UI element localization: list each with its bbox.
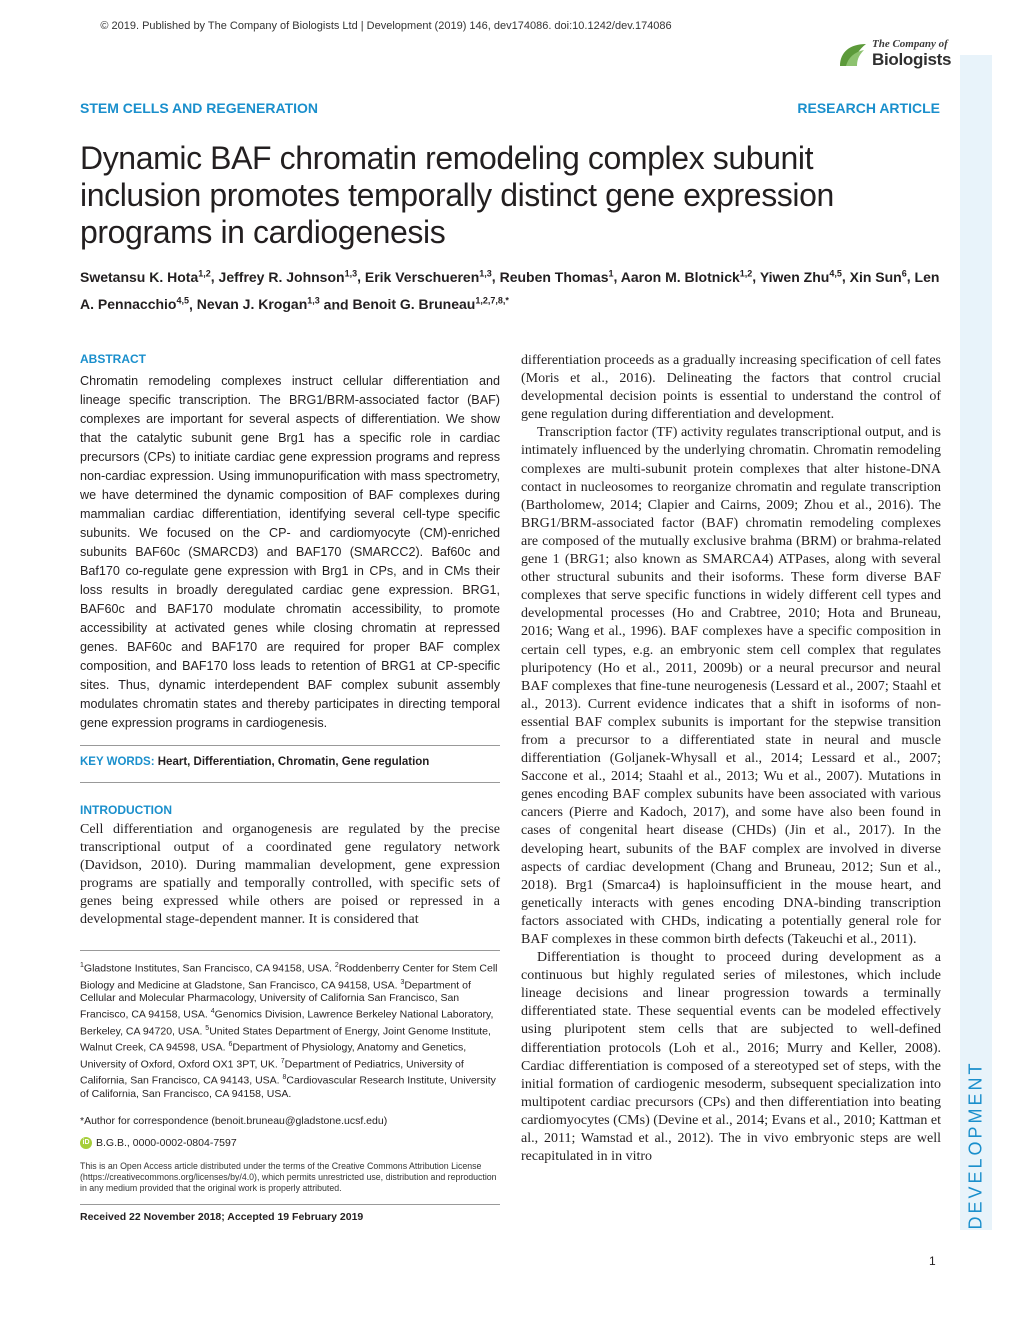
author-name: Reuben Thomas: [499, 268, 609, 285]
author-name: Nevan J. Krogan: [196, 296, 308, 313]
author-name: Erik Verschueren: [364, 268, 480, 285]
received-dates: Received 22 November 2018; Accepted 19 February 2019: [80, 1210, 364, 1223]
affiliation-marker: 6: [228, 1041, 233, 1048]
keywords-rule-top: [80, 745, 500, 746]
journal-citation: © 2019. Published by The Company of Biologists Ltd | Development (2019) 146, dev174086. doi:10.1242/dev.174086: [100, 20, 672, 32]
abstract-heading: ABSTRACT: [80, 352, 146, 366]
publisher-logo-top: The Company of: [872, 38, 948, 50]
affiliation-text: Department of Cellular and Molecular Pharmacology, University of California San Francisco, San Francisco, CA 94158, USA.: [80, 979, 471, 1021]
affiliation-marker: 2: [334, 962, 339, 969]
author-affiliation-marker: 4,5: [829, 268, 842, 278]
page-number: 1: [929, 1254, 936, 1268]
side-band: [960, 55, 992, 1230]
author: [621, 269, 753, 285]
affiliation-text: Department of Physiology, Anatomy and Genetics, University of Oxford, Oxford OX1 3PT, UK.: [80, 1041, 467, 1070]
affiliations: [80, 959, 500, 1101]
author-name: Jeffrey R. Johnson: [218, 268, 345, 285]
author: [760, 269, 842, 285]
publisher-logo-icon: [836, 40, 870, 70]
keywords-list: Heart, Differentiation, Chromatin, Gene regulation: [157, 756, 430, 768]
journal-side-label: [960, 1060, 992, 1230]
keywords-rule-bottom: [80, 782, 500, 783]
author-name: Benoit G. Bruneau: [352, 296, 476, 313]
author-affiliation-marker: 1,3: [479, 268, 492, 278]
article-title: Dynamic BAF chromatin remodeling complex subunit inclusion promotes temporally distinct gene expression programs in cardiogenesis: [80, 140, 834, 250]
article-type: RESEARCH ARTICLE: [797, 100, 940, 116]
author-affiliation-marker: 6: [901, 268, 907, 278]
orcid: [80, 1137, 500, 1149]
introduction-heading: INTRODUCTION: [80, 803, 172, 817]
author: [219, 269, 358, 285]
affiliation-text: Department of Pediatrics, University of California, San Francisco, CA 94143, USA.: [80, 1058, 464, 1087]
keywords-label: KEY WORDS:: [80, 756, 155, 768]
author: [80, 269, 211, 285]
publisher-logo: [836, 36, 952, 76]
publisher-logo-name: Biologists: [872, 50, 952, 69]
author-name: Yiwen Zhu: [759, 268, 830, 285]
keywords: [80, 754, 500, 770]
affiliation-text: Cardiovascular Research Institute, University of California, San Francisco, CA 94158, USA.: [80, 1074, 496, 1100]
author-name: Xin Sun: [849, 268, 902, 285]
journal-side-label-text: DEVELOPMENT: [965, 1060, 986, 1230]
author-affiliation-marker: 1,2,7,8,*: [475, 295, 509, 306]
author-affiliation-marker: 1,2: [198, 268, 211, 278]
introduction-paragraph-left: Cell differentiation and organogenesis are regulated by the precise transcriptional output of a coordinated gene regulatory network (Davidson, 2010). During mammalian development, gene expression programs are spatially and temporally controlled, with specific sets of genes being expressed while others are poised or repressed in a developmental stage-dependent manner. It is considered that: [80, 822, 500, 928]
author-affiliation-marker: 4,5: [176, 295, 189, 306]
correspondence: *Author for correspondence (benoit.bruneau@gladstone.ucsf.edu): [80, 1114, 388, 1127]
author-list: Swetansu K. Hota$^{1,2}$, Jeffrey R. Johnson$^{1,3}$, Erik Verschueren$^{1,3}$, Reuben Thomas$^1$, Aaron M. Blotnick$^{1,2}$, Yiwen Zhu$^{4,5}$, Xin Sun$^6$, Len A. Pennacchio$^{4,5}$, Nevan J. Krogan$^{1,3}$ and Benoit G. Bruneau$^{1,2,7,8,*}$: [80, 268, 940, 313]
front-matter-notes: [80, 950, 500, 1223]
affiliation-marker: 8: [282, 1074, 287, 1081]
affiliations-rule: [80, 950, 500, 951]
affiliation-text: Roddenberry Center for Stem Cell Biology and Medicine at Gladstone, San Francisco, CA 94158, USA.: [80, 962, 498, 991]
orcid-text: B.G.B., 0000-0002-0804-7597: [96, 1136, 237, 1149]
affiliation-marker: 5: [205, 1024, 210, 1032]
affiliation-text: Gladstone Institutes, San Francisco, CA 94158, USA.: [83, 962, 335, 975]
orcid-icon: iD: [80, 1137, 92, 1149]
introduction-paragraph: Differentiation is thought to proceed during development as a continuous but highly regulated series of milestones, which include lineage decisions and linear progression towards a terminally differentiated state. These sequential events can be modeled effectively using pluripotent stem cells that are subjected to well-defined differentiation protocols (Loh et al., 2016; Murry and Keller, 2008). Cardiac differentiation is composed of a stereotyped set of steps, with the initial formation of cardiogenic mesoderm, subsequent specialization into multipotent cardiac precursors (CPs) and then differentiation into beating cardiomyocytes (CMs) (Devine et al., 2014; Evans et al., 2010; Kattman et al., 2011; Wamstad et al., 2012). The in vivo embryonic steps are well recapitulated in in vitro: [521, 950, 941, 1165]
received-rule: [80, 1204, 500, 1205]
abstract-text: Chromatin remodeling complexes instruct cellular differentiation and lineage specific transcription. The BRG1/BRM-associated factor (BAF) complexes are important for several aspects of differentiation. We show that the catalytic subunit gene Brg1 has a specific role in cardiac precursors (CPs) to initiate cardiac gene expression programs and repress non-cardiac expression. Using immunopurification with mass spectrometry, we have determined the dynamic composition of BAF complexes during mammalian cardiac differentiation, identifying several cell-type specific subunits. We focused on the CP- and cardiomyocyte (CM)-enriched subunits BAF60c (SMARCD3) and BAF170 (SMARCC2). Baf60c and Baf170 co-regulate gene expression with Brg1 in CPs, and in CMs their loss results in broadly deregulated cardiac gene expression. BRG1, BAF60c and BAF170 modulate chromatin accessibility, to promote accessibility at activated genes while closing chromatin at repressed genes. BAF60c and BAF170 are required for proper BAF complex composition, and BAF170 loss leads to retention of BRG1 at CP-specific sites. Thus, dynamic interdependent BAF complex subunit assembly modulates chromatin states and thereby participates in directing temporal gene expression programs in cardiogenesis.: [80, 374, 500, 730]
author-affiliation-marker: 1: [608, 268, 614, 278]
affiliation-text: United States Department of Energy, Joint Genome Institute, Walnut Creek, CA 94598, USA.: [80, 1025, 491, 1054]
affiliation-marker: 4: [210, 1008, 215, 1015]
author: [850, 269, 907, 285]
author: [365, 269, 492, 285]
left-column: [80, 352, 500, 930]
author-affiliation-marker: 1,2: [739, 268, 753, 278]
introduction-paragraph: Transcription factor (TF) activity regulates transcriptional output, and is intimately influenced by the underlying chromatin. Chromatin remodeling complexes are multi-subunit protein complexes that alter histone-DNA contact in nucleosomes to reorganize chromatin and regulate transcription (Bartholomew, 2014; Clapier and Cairns, 2009; Zhou et al., 2016). The BRG1/BRM-associated factor (BAF) chromatin remodeling complexes are composed of the mutually exclusive brahma (BRM) or brahma-related gene 1 (BRG1; also known as SMARCA4) ATPases, along with several other structural subunits and their isoforms. These form diverse BAF complexes that serve specific functions in widely different cell types and developmental processes (Ho and Crabtree, 2010; Hota and Bruneau, 2016; Wang et al., 1996). BAF complexes have a specific composition in certain cell types, e.g. an embryonic stem cell complex that regulates pluripotency (Ho et al., 2011, 2009b) or a neural precursor and neural BAF complexes that fine-tune neurogenesis (Lessard et al., 2007; Staahl et al., 2013). Current evidence indicates that a shift in isoforms of non-essential BAF complex subunits is important for the stepwise transition from a precursor to a differentiated state in neural and muscle differentiation (Goljanek-Whysall et al., 2014; Lessard et al., 2007; Saccone et al., 2014; Staahl et al., 2013; Wu et al., 2007). Mutations in genes encoding BAF complex subunits have been associated with various cancers (Pierre and Kadoch, 2017), and some have also been found in cases of congenital heart disease (CHDs) (Jin et al., 2017). In the developing heart, subunits of the BAF complex are involved in diverse aspects of cardiac development (Chang and Bruneau, 2012; Sun et al., 2018). Brg1 (Smarca4) is haploinsufficient in the mouse heart, and genetically interacts with genes encoding DNA-binding transcription factors associated with CHDs, indicating a potentially general role for BAF complexes in these common birth defects (Takeuchi et al., 2011).: [521, 425, 941, 947]
author: [197, 296, 320, 312]
author-name: Swetansu K. Hota: [80, 268, 199, 285]
author-affiliation-marker: 1,3: [344, 268, 358, 278]
right-column: [521, 352, 941, 1166]
affiliation-marker: 3: [400, 978, 405, 986]
license-statement: This is an Open Access article distributed under the terms of the Creative Commons Attribution License (https://creativecommons.org/licenses/by/4.0), which permits unrestricted use, distribution and reproduction in any medium provided that the original work is properly attributed.: [80, 1160, 497, 1193]
affiliation-text: Genomics Division, Lawrence Berkeley National Laboratory, Berkeley, CA 94720, USA.: [80, 1008, 494, 1037]
affiliation-marker: 1: [80, 962, 84, 969]
introduction-paragraph: differentiation proceeds as a gradually increasing specification of cell fates (Moris et al., 2016). Delineating the factors that control crucial developmental decision points is essential to understand the control of gene regulation during differentiation and development.: [521, 353, 941, 423]
section-tag: STEM CELLS AND REGENERATION: [80, 100, 319, 116]
author-name: Aaron M. Blotnick: [620, 268, 740, 285]
affiliation-marker: 7: [280, 1057, 285, 1065]
author-name: Len A. Pennacchio: [80, 268, 940, 313]
author-affiliation-marker: 1,3: [307, 295, 320, 306]
author: [352, 296, 508, 312]
author: [500, 269, 614, 285]
